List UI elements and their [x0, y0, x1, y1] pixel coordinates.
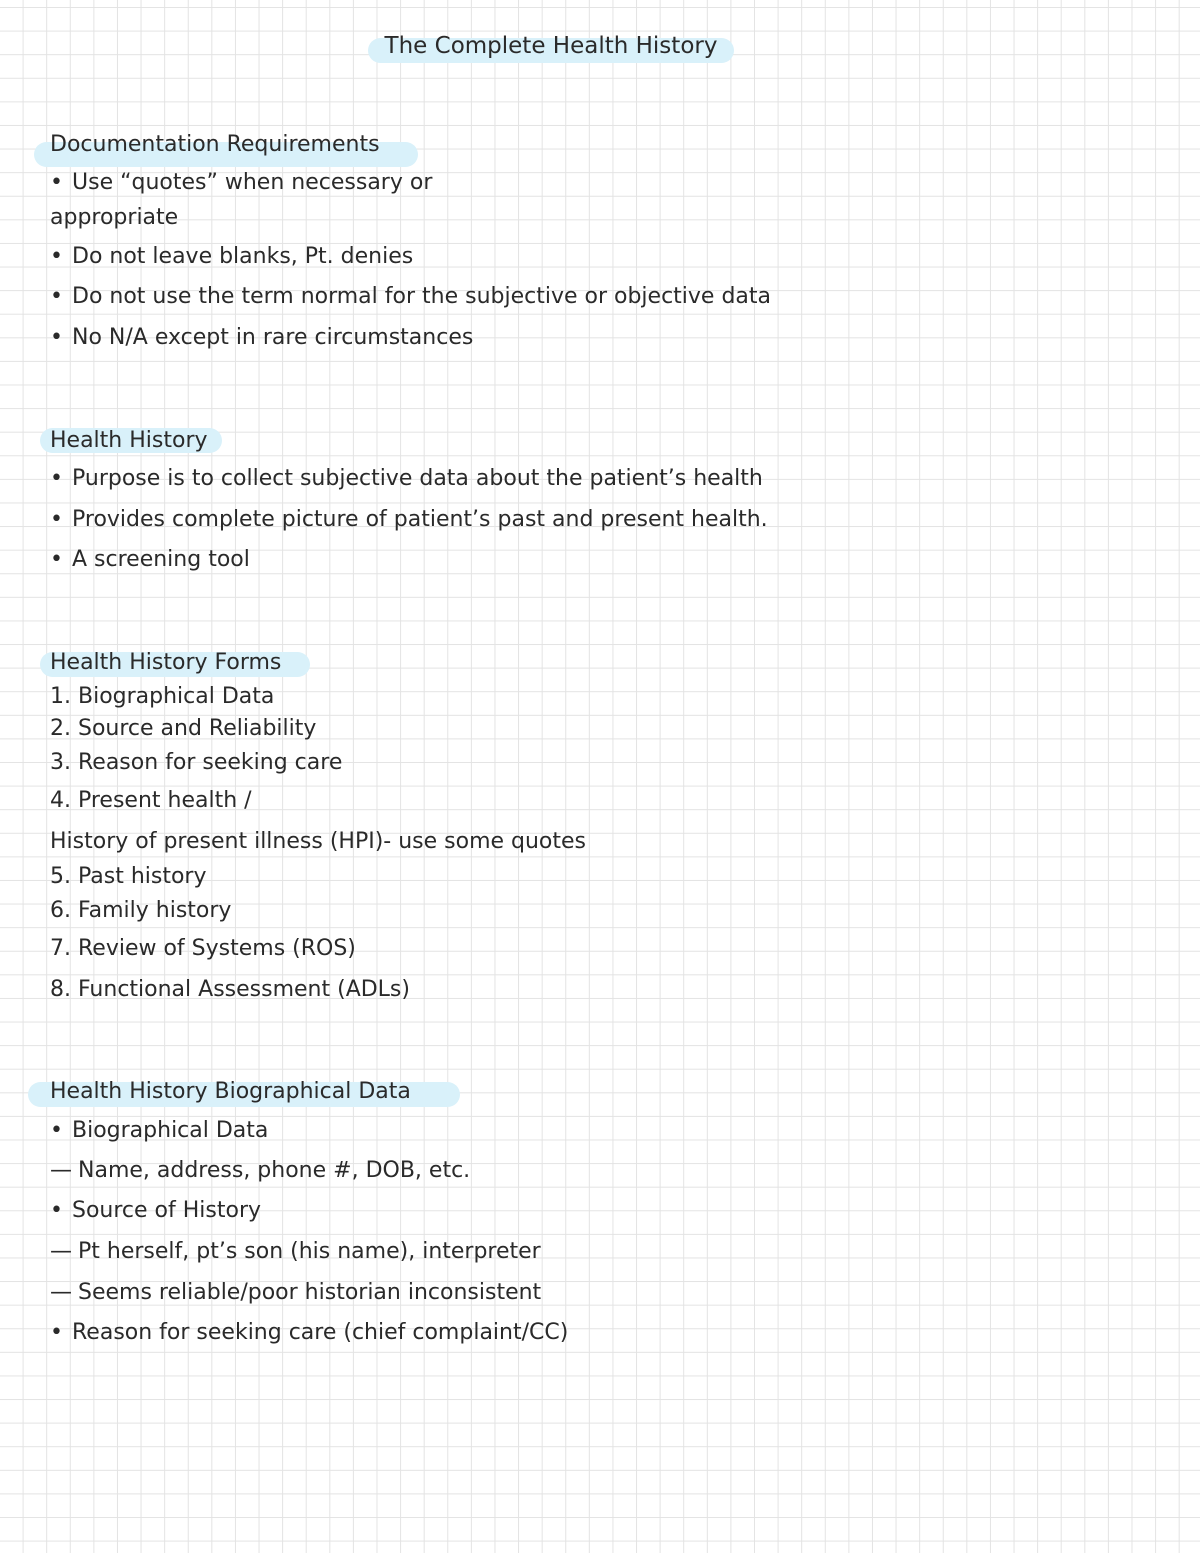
bullet-marker: •: [50, 1118, 63, 1143]
list-item-text: History of present illness (HPI)- use some quotes: [50, 829, 587, 854]
list-item-text: Do not leave blanks, Pt. denies: [72, 244, 414, 269]
list-item: [50, 203, 178, 233]
list-item: [50, 545, 250, 575]
list-item: [50, 827, 586, 857]
list-item: [50, 1196, 261, 1226]
list-item: [50, 682, 274, 712]
bullet-marker: •: [50, 170, 63, 195]
list-item-text: Use “quotes” when necessary or: [72, 170, 433, 195]
dash-marker: —: [50, 1280, 72, 1305]
list-item: [50, 1237, 541, 1267]
list-item: [50, 896, 231, 926]
list-item-text: 2. Source and Reliability: [50, 716, 317, 741]
list-item: [50, 464, 763, 494]
list-item: [50, 975, 410, 1005]
section-heading-health-history-forms: Health History Forms: [50, 650, 282, 675]
list-item: [50, 1116, 268, 1146]
list-item-text: 7. Review of Systems (ROS): [50, 936, 356, 961]
list-item: [50, 505, 768, 535]
list-item-text: Reason for seeking care (chief complaint/CC): [72, 1320, 569, 1345]
bullet-marker: •: [50, 1320, 63, 1345]
list-item: [50, 714, 316, 744]
bullet-marker: •: [50, 325, 63, 350]
list-item: [50, 934, 356, 964]
bullet-marker: •: [50, 244, 63, 269]
list-item: [50, 242, 413, 272]
list-item: [50, 1156, 470, 1186]
list-item: [50, 786, 252, 816]
list-item-text: 5. Past history: [50, 864, 207, 889]
page-title: The Complete Health History: [384, 33, 718, 59]
list-item: [50, 323, 473, 353]
dash-marker: —: [50, 1239, 72, 1264]
section-heading-biographical-data: Health History Biographical Data: [50, 1079, 411, 1104]
list-item-text: Pt herself, pt’s son (his name), interpreter: [78, 1239, 541, 1264]
list-item-text: Purpose is to collect subjective data about the patient’s health: [72, 466, 763, 491]
list-item-text: A screening tool: [72, 547, 250, 572]
list-item: [50, 1318, 568, 1348]
bullet-marker: •: [50, 466, 63, 491]
list-item-text: Source of History: [72, 1198, 262, 1223]
list-item: [50, 282, 771, 312]
list-item-text: No N/A except in rare circumstances: [72, 325, 474, 350]
list-item-text: 8. Functional Assessment (ADLs): [50, 977, 410, 1002]
list-item-text: Do not use the term normal for the subjective or objective data: [72, 284, 772, 309]
bullet-marker: •: [50, 507, 63, 532]
list-item-text: appropriate: [50, 205, 179, 230]
list-item-text: 3. Reason for seeking care: [50, 750, 343, 775]
list-item: [50, 862, 207, 892]
bullet-marker: •: [50, 1198, 63, 1223]
list-item-text: Provides complete picture of patient’s past and present health.: [72, 507, 768, 532]
list-item-text: 1. Biographical Data: [50, 684, 275, 709]
list-item-text: Seems reliable/poor historian inconsistent: [78, 1280, 542, 1305]
bullet-marker: •: [50, 284, 63, 309]
section-heading-health-history: Health History: [50, 428, 208, 453]
list-item-text: Name, address, phone #, DOB, etc.: [78, 1158, 471, 1183]
section-heading-documentation: Documentation Requirements: [50, 132, 380, 157]
list-item: [50, 168, 432, 198]
dash-marker: —: [50, 1158, 72, 1183]
list-item: [50, 748, 342, 778]
list-item-text: 6. Family history: [50, 898, 232, 923]
list-item-text: 4. Present health /: [50, 788, 252, 813]
list-item: [50, 1278, 541, 1308]
list-item-text: Biographical Data: [72, 1118, 269, 1143]
bullet-marker: •: [50, 547, 63, 572]
